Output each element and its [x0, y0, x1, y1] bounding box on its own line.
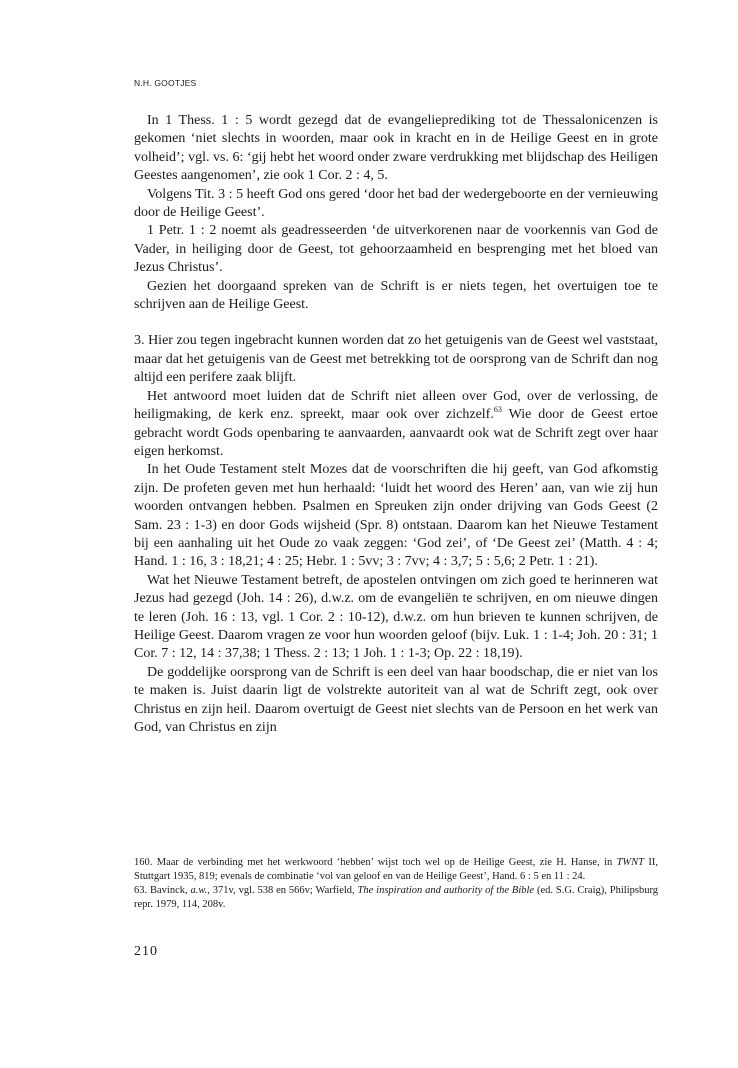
footnote-italic: a.w. [190, 885, 208, 896]
main-text [134, 112, 658, 737]
paragraph: 1 Petr. 1 : 2 noemt als geadresseerden ‘de uitverkorenen naar de voorkennis van God de Vader, in heiliging door de Geest, tot gehoorzaamheid en besprenging met het bloed van Jezus Christus’. [134, 223, 658, 276]
paragraph-text: Het antwoord moet luiden dat de Schrift niet alleen over God, over de verlossing, de heiligmaking, de kerk enz. spreekt, maar ook over zichzelf. [134, 388, 658, 423]
footnote-63 [134, 884, 658, 912]
running-head: N.H. GOOTJES [134, 78, 197, 88]
footnote-italic: TWNT [616, 857, 645, 868]
section-spacer [134, 314, 658, 332]
footnote-text: (ed. S.G. Craig), Philipsburg repr. 1979, 114, 208v. [134, 885, 658, 910]
footnote-text: 160. Maar de verbinding met het werkwoord ‘hebben’ wijst toch wel op de Heilige Geest, zie H. Hanse, in [134, 857, 617, 868]
paragraph: In 1 Thess. 1 : 5 wordt gezegd dat de evangelieprediking tot de Thessalonicenzen is gekomen ‘niet slechts in woorden, maar ook in kracht en in de Heilige Geest en in grote volheid’; vgl. vs. 6: ‘gij hebt het woord onder zware verdrukking met blijdschap des Heiligen Geestes aangenomen’, zie ook 1 Cor. 2 : 4, 5. [134, 113, 658, 184]
footnote-160 [134, 856, 658, 884]
footnote-italic: The inspiration and authority of the Bible [357, 885, 535, 896]
footnote-text: II, Stuttgart 1935, 819; evenals de combinatie ‘vol van geloof en van de Heilige Geest’, Hand. 6 : 5 en 11 : 24. [134, 857, 659, 882]
paragraph: De goddelijke oorsprong van de Schrift is een deel van haar boodschap, die er niet van los te maken is. Juist daarin ligt de volstrekte autoriteit van al wat de Schrift zegt, ook over Christus en zijn heil. Daarom overtuigt de Geest niet slechts van de Persoon en het werk van God, van Christus en zijn [134, 664, 658, 735]
paragraph [134, 388, 658, 462]
footnote-text: , 371v, vgl. 538 en 566v; Warfield, [207, 885, 358, 896]
footnote-reference: 63 [493, 405, 502, 415]
paragraph: In het Oude Testament stelt Mozes dat de voorschriften die hij geeft, van God afkomstig zijn. De profeten geven met hun herhaald: ‘luidt het woord des Heren’ aan, van wie zij hun woorden ontvangen hebben. Psalmen en Spreuken zijn onder drijving van Gods Geest (2 Sam. 23 : 1-3) en door Gods wijsheid (Spr. 8) ontstaan. Daarom kan het Nieuwe Testament bij een aanhaling uit het Oude zo vaak zeggen: ‘God zei’, of ‘De Geest zei’ (Matth. 4 : 4; Hand. 1 : 16, 3 : 18,21; 4 : 25; Hebr. 1 : 5vv; 3 : 7vv; 4 : 3,7; 5 : 5,6; 2 Petr. 1 : 21). [134, 462, 658, 570]
paragraph: Volgens Tit. 3 : 5 heeft God ons gered ‘door het bad der wedergeboorte en der vernieuwing door de Heilige Geest’. [134, 186, 658, 221]
paragraph: Wat het Nieuwe Testament betreft, de apostelen ontvingen om zich goed te herinneren wat Jezus had gezegd (Joh. 14 : 26), d.w.z. om de evangeliën te schrijven, en om nieuwe dingen te leren (Joh. 16 : 13, vgl. 1 Cor. 2 : 10-12), d.w.z. om hun brieven te kunnen schrijven, de Heilige Geest. Daarom vragen ze voor hun woorden geloof (bijv. Luk. 1 : 1-4; Joh. 20 : 31; 1 Cor. 7 : 12, 14 : 37,38; 1 Thess. 2 : 13; 1 Joh. 1 : 1-3; Op. 22 : 18,19). [134, 572, 658, 662]
paragraph-text: Wie door de Geest ertoe gebracht wordt Gods openbaring te aanvaarden, aanvaardt ook wat de Schrift zegt over haar eigen herkomst. [134, 407, 658, 459]
paragraph: Gezien het doorgaand spreken van de Schrift is er niets tegen, het overtuigen toe te schrijven aan de Heilige Geest. [134, 278, 658, 313]
footnote-text: 63. Bavinck, [134, 885, 191, 896]
paragraph-section-3: 3. Hier zou tegen ingebracht kunnen worden dat zo het getuigenis van de Geest wel vaststaat, maar dat het getuigenis van de Geest met betrekking tot de oorsprong van de Schrift dan nog altijd een perifere zaak blijft. [134, 333, 658, 386]
page-number: 210 [134, 944, 158, 959]
footnotes [134, 856, 658, 912]
